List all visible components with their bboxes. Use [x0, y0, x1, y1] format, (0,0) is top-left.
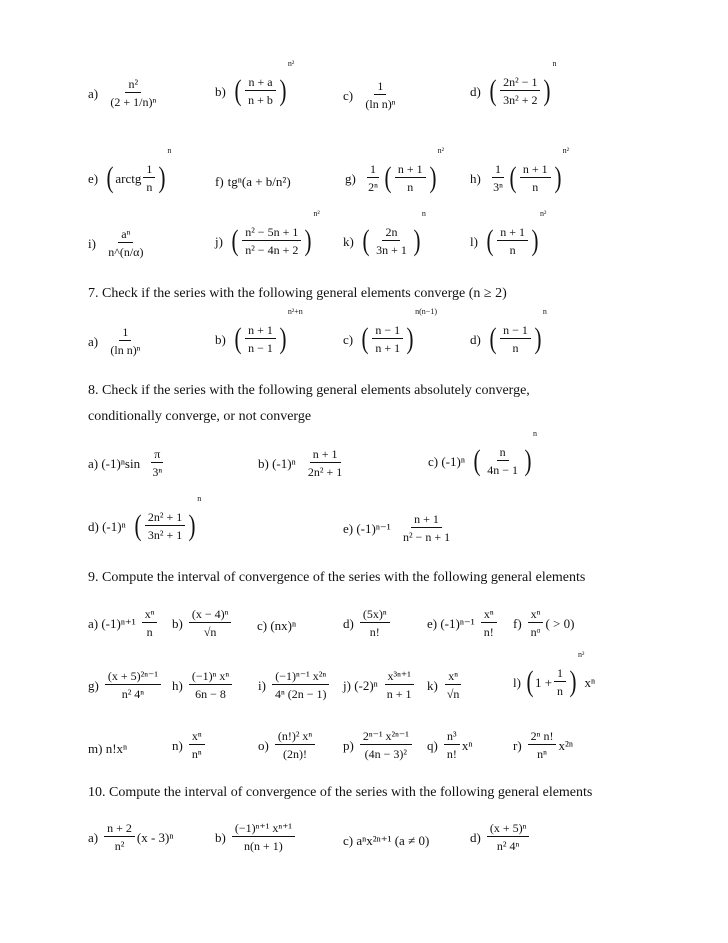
exercise-9e: e) (-1)ⁿ⁻¹ $\frac{\text{xⁿ}}{n!}$: [427, 608, 499, 638]
section-9-heading: 9. Compute the interval of convergence of the series with the following general elements: [88, 570, 586, 585]
exercise-7b: b) ( $\frac{n + 1}{n - 1}$ )n²+n: [215, 307, 303, 355]
exercise-6c: c) $\frac{1}{\text{(ln n)ⁿ}}$: [343, 79, 396, 111]
exercise-6d: d) ( $\frac{\text{2n² − 1}}{\text{3n² + 2}}$ )n: [470, 59, 557, 107]
section-7-heading: 7. Check if the series with the following general elements converge (n ≥ 2): [88, 286, 507, 301]
exercise-6h: h) $\frac{1}{\text{3ⁿ}}$ ( $\frac{n + 1}{n}$ )n²: [470, 146, 570, 194]
section-8-heading-line2: conditionally converge, or not converge: [88, 409, 312, 424]
exercise-7c: c) ( $\frac{n - 1}{n + 1}$ )n(n−1): [343, 307, 437, 355]
exercise-9n: n) $\frac{\text{xⁿ}}{\text{nⁿ}}$: [172, 730, 207, 760]
exercise-10d: d) $\frac{\text{(x + 5)ⁿ}}{\text{n² 4ⁿ}}$: [470, 822, 531, 852]
exercise-7d: d) ( $\frac{n - 1}{n}$ )n: [470, 307, 547, 355]
fraction: $\frac{\text{n²}}{\text{(2 + 1/n)ⁿ}}$: [110, 77, 157, 109]
section-8-heading-line1: 8. Check if the series with the following general elements absolutely converge,: [88, 383, 530, 398]
exercise-9k: k) $\frac{\text{xⁿ}}{√n}$: [427, 669, 460, 701]
exercise-9i: i) $\frac{\text{(−1)ⁿ⁻¹ x²ⁿ}}{\text{4ⁿ (2n − 1)}}$: [258, 670, 332, 700]
exercise-9a: a) (-1)ⁿ⁺¹ $\frac{\text{xⁿ}}{n}$: [88, 608, 159, 638]
exercise-8d: d) (-1)ⁿ ( $\frac{\text{2n² + 1}}{\text{3n² + 1}}$ )n: [88, 494, 202, 542]
exercise-9q: q) $\frac{\text{n³}}{n!}$ xⁿ: [427, 729, 473, 761]
exercise-9p: p) $\frac{\text{2ⁿ⁻¹ x²ⁿ⁻¹}}{\text{(4n − 3)²}}$: [343, 730, 414, 760]
exercise-8c: c) (-1)ⁿ ( $\frac{n}{4n - 1}$ )n: [428, 429, 537, 477]
exercise-10b: b) $\frac{\text{(−1)ⁿ⁺¹ xⁿ⁺¹}}{n(n + 1)}$: [215, 822, 297, 852]
exercise-6j: j) ( $\frac{\text{n² − 5n + 1}}{\text{n² − 4n + 2}}$ )n²: [215, 209, 320, 257]
exercise-9r: r) $\frac{\text{2ⁿ n!}}{\text{nⁿ}}$ x²ⁿ: [513, 729, 573, 761]
exercise-6a: a) $\frac{\text{n²}}{\text{(2 + 1/n)ⁿ}}$: [88, 78, 161, 108]
exercise-10a: a) $\frac{n + 2}{\text{n²}}$ (x - 3)ⁿ: [88, 821, 174, 853]
exercise-9g: g) $\frac{\text{(x + 5)²ⁿ⁻¹}}{\text{n² 4ⁿ}}$: [88, 670, 163, 700]
exercise-9l: l) ( 1 + $\frac{1}{n}$ )n²xⁿ: [513, 650, 596, 698]
exercise-6i: i) $\frac{\text{aⁿ}}{n\^{}(n/\alpha)}$: [88, 227, 144, 259]
exercise-9f: f) $\frac{\text{xⁿ}}{\text{nᵅ}}$ ( > 0): [513, 607, 575, 639]
exercise-8a: a) (-1)ⁿsin $\frac{\pi}{\text{3ⁿ}}$: [88, 447, 163, 479]
exercise-9c: c) (nx)ⁿ: [257, 617, 297, 633]
exercise-8b: b) (-1)ⁿ $\frac{n + 1}{\text{2n² + 1}}$: [258, 447, 343, 479]
exercise-6e: e) ( arctg $\frac{1}{n}$ )n: [88, 146, 172, 194]
exercise-9j: j) (-2)ⁿ $\frac{\text{x³ⁿ⁺¹}}{n + 1}$: [343, 670, 417, 700]
exercise-6b: b) ( $\frac{n + a}{n + b}$ )n²: [215, 59, 295, 107]
exercise-9m: m) n!xⁿ: [88, 740, 128, 756]
exercise-9o: o) $\frac{\text{(n!)² xⁿ}}{(2n)!}$: [258, 730, 317, 760]
exercise-6g: g) $\frac{1}{\text{2ⁿ}}$ ( $\frac{n + 1}{n}$ )n²: [345, 146, 445, 194]
exercise-9b: b) $\frac{\text{(x − 4)ⁿ}}{√n}$: [172, 608, 233, 638]
exercise-8e: e) (-1)ⁿ⁻¹ $\frac{n + 1}{\text{n² − n + 1}}$: [343, 512, 451, 544]
exercise-6f: f) tgⁿ(a + b/n²): [215, 173, 291, 189]
exercise-7a: a) $\frac{1}{\text{(ln n)ⁿ}}$: [88, 325, 141, 357]
exercise-6k: k) ( $\frac{2n}{3n + 1}$ )n: [343, 209, 426, 257]
exercise-6l: l) ( $\frac{n + 1}{n}$ )n²: [470, 209, 547, 257]
section-10-heading: 10. Compute the interval of convergence of the series with the following general elements: [88, 785, 593, 800]
exercise-9h: h) $\frac{\text{(−1)ⁿ xⁿ}}{6n - 8}$: [172, 670, 234, 700]
exercise-9d: d) $\frac{\text{(5x)ⁿ}}{n!}$: [343, 608, 392, 638]
exercise-10c: c) aⁿx²ⁿ⁺¹ (a ≠ 0): [343, 832, 430, 848]
